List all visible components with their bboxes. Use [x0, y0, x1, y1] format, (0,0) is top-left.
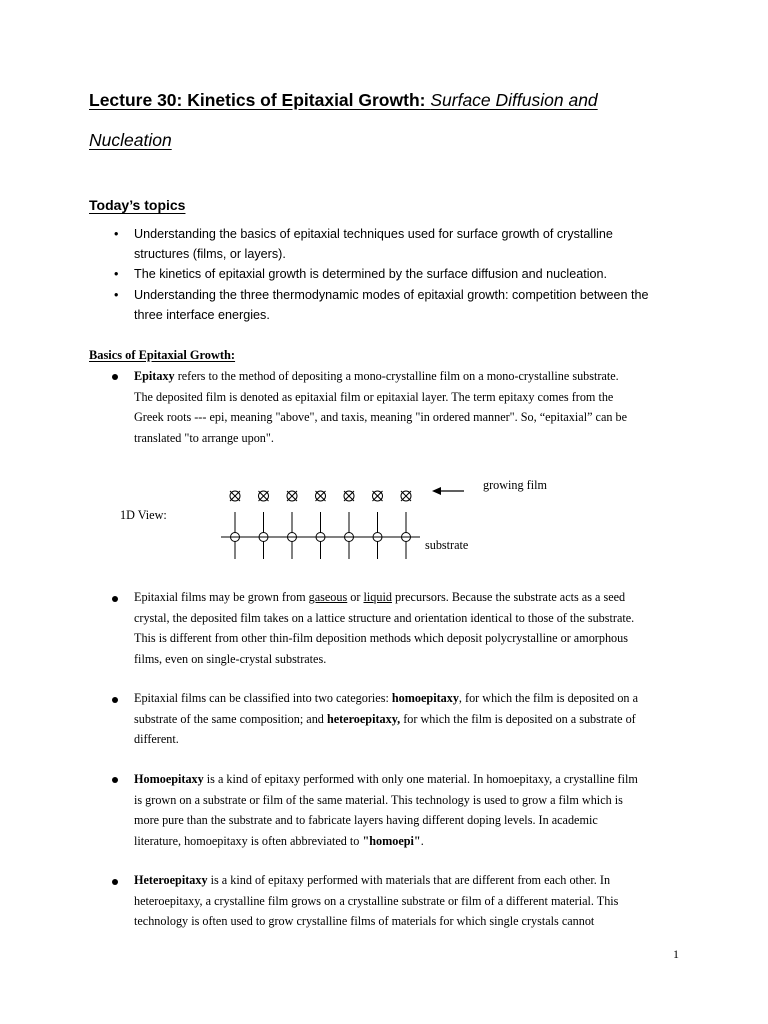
topic-2-line1: The kinetics of epitaxial growth is determined by the surface diffusion and nucleation.: [134, 267, 608, 281]
p2-post: precursors. Because the substrate acts as a seed: [391, 590, 626, 604]
topic-bullet: •: [114, 227, 119, 241]
p4-term: Homoepitaxy: [134, 772, 204, 786]
fig-film-label: growing film: [483, 478, 547, 492]
p3-line3: different.: [134, 732, 179, 746]
growing-film-arrowhead: [432, 487, 441, 495]
p4-line3: more pure than the substrate and to fabricate layers having different doping levels. In academic: [134, 813, 598, 827]
p2-line1: [134, 587, 682, 608]
p3-homo: homoepitaxy: [391, 691, 459, 705]
page-title-line2: [89, 130, 172, 151]
p1-rest: refers to the method of depositing a mono-crystalline film on a mono-crystalline substrate.: [174, 369, 619, 383]
p3-line2-pre: substrate of the same composition; and: [134, 711, 327, 726]
p4-abbr: "homoepi": [362, 833, 421, 848]
fig-substrate-label: substrate: [425, 538, 469, 552]
p3-line1: [134, 688, 682, 709]
bullet-dot: [112, 697, 118, 703]
p4-line2: is grown on a substrate or film of the same material. This technology is used to grow a film which is: [134, 792, 623, 807]
p2-or: or: [347, 590, 364, 604]
p4-rest: is a kind of epitaxy performed with only one material. In homoepitaxy, a crystalline film: [203, 772, 638, 786]
classification-paragraph: [134, 688, 682, 750]
epitaxy-paragraph: [134, 366, 682, 448]
p2-gaseous: gaseous: [308, 590, 348, 604]
topic-3-line2: three interface energies.: [134, 308, 270, 322]
heteroepitaxy-paragraph: [134, 870, 682, 932]
p3-line2-post: for which the film is deposited on a substrate of: [400, 711, 636, 726]
p3-mid: , for which the film is deposited on a: [458, 691, 638, 705]
title-bold: Lecture 30: Kinetics of Epitaxial Growth:: [89, 90, 426, 110]
p2-pre: Epitaxial films may be grown from: [134, 590, 309, 604]
p1-line3: Greek roots --- epi, meaning "above", and taxis, meaning "in ordered manner". So, “epitaxial” can be: [134, 410, 628, 424]
p4-line4-post: .: [420, 833, 424, 848]
bullet-dot: [112, 879, 118, 885]
p1-term: Epitaxy: [134, 369, 175, 383]
title-italic-2: Nucleation: [89, 130, 172, 150]
p2-line3: This is different from other thin-film deposition methods which deposit polycrystalline or amorphous: [134, 631, 628, 645]
topic-bullet: •: [114, 288, 119, 302]
p4-line1: [134, 769, 682, 790]
bullet-dot: [112, 596, 118, 602]
p1-line2: The deposited film is denoted as epitaxial film or epitaxial layer. The term epitaxy comes from the: [134, 389, 614, 404]
p1-line1: [134, 366, 682, 387]
precursor-paragraph: [134, 587, 682, 669]
p5-term: Heteroepitaxy: [134, 873, 208, 887]
fig-view-label: 1D View:: [120, 508, 167, 522]
p5-line1: [134, 870, 682, 891]
topic-3-line1: Understanding the three thermodynamic modes of epitaxial growth: competition between the: [134, 288, 649, 302]
p2-line2: crystal, the deposited film takes on a lattice structure and orientation identical to those of the substrate.: [134, 610, 635, 625]
p3-line2: [134, 709, 682, 730]
p4-line4: [134, 831, 682, 852]
bullet-dot: [112, 777, 118, 783]
topic-1-line2: structures (films, or layers).: [134, 247, 286, 261]
homoepitaxy-paragraph: [134, 769, 682, 851]
topic-1-line1: Understanding the basics of epitaxial techniques used for surface growth of crystalline: [134, 227, 613, 241]
basics-heading: Basics of Epitaxial Growth:: [89, 348, 236, 362]
page-title: [89, 90, 598, 111]
p1-line4: translated "to arrange upon".: [134, 430, 274, 445]
bullet-dot: [112, 374, 118, 380]
p2-liquid: liquid: [363, 590, 392, 604]
topic-bullet: •: [114, 267, 119, 281]
title-italic-1: Surface Diffusion and: [430, 90, 598, 110]
p5-line3: technology is often used to grow crystalline films of materials for which single crystals cannot: [134, 914, 595, 928]
p4-line4-pre: literature, homoepitaxy is often abbreviated to: [134, 833, 363, 848]
p5-rest: is a kind of epitaxy performed with materials that are different from each other. In: [207, 873, 611, 887]
lattice-diagram: [220, 480, 470, 570]
p2-line4: films, even on single-crystal substrates.: [134, 651, 327, 666]
p3-pre: Epitaxial films can be classified into two categories:: [134, 691, 392, 705]
page-number: 1: [673, 947, 679, 961]
p3-hetero: heteroepitaxy,: [326, 711, 401, 726]
topics-heading: Today’s topics: [89, 197, 186, 213]
p5-line2: heteroepitaxy, a crystalline film grows on a crystalline substrate or film of a different material. This: [134, 893, 619, 908]
